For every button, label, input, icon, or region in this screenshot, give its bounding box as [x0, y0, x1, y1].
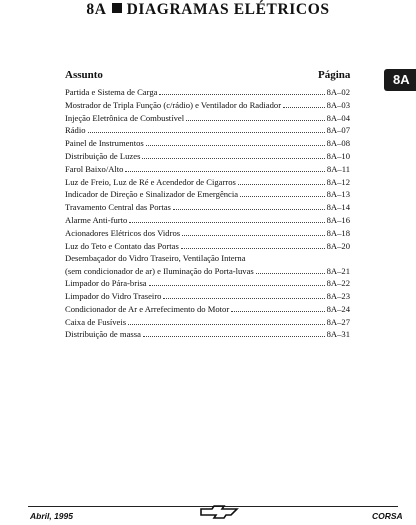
dot-leader — [149, 277, 325, 286]
dot-leader — [186, 112, 325, 121]
toc-entry-page: 8A–21 — [326, 265, 350, 276]
dot-leader — [129, 214, 324, 223]
table-of-contents — [65, 86, 350, 341]
toc-entry — [65, 99, 350, 112]
dot-leader — [238, 176, 325, 185]
toc-entry-label: Rádio — [65, 125, 86, 136]
page-title — [0, 1, 416, 19]
toc-entry-page: 8A–12 — [326, 176, 350, 187]
toc-entry-label: Partida e Sistema de Carga — [65, 87, 158, 97]
toc-entry-page: 8A–07 — [326, 125, 350, 136]
subject-header: Assunto — [65, 69, 103, 81]
toc-entry-label: Condicionador de Ar e Arrefecimento do Motor — [65, 303, 230, 314]
toc-entry-label: Luz do Teto e Contato das Portas — [65, 240, 179, 251]
toc-entry — [65, 328, 350, 341]
toc-entry — [65, 316, 350, 329]
toc-entry-label: Limpador do Pára-brisa — [65, 278, 147, 289]
dot-leader — [181, 240, 325, 249]
toc-entry-label: Indicador de Direção e Sinalizador de Emergência — [65, 189, 239, 200]
toc-entry-label-continued: (sem condicionador de ar) e Iluminação do Porta-luvas — [65, 265, 254, 276]
toc-entry-label: Farol Baixo/Alto — [65, 163, 124, 174]
dot-leader — [182, 227, 325, 236]
toc-entry-label: Luz de Freio, Luz de Ré e Acendedor de Cigarros — [65, 176, 236, 187]
toc-entry — [65, 176, 350, 189]
toc-entry-page: 8A–20 — [326, 240, 350, 251]
toc-entry-page: 8A–11 — [326, 163, 350, 174]
footer-model: CORSA — [372, 511, 403, 521]
dot-leader — [88, 124, 325, 133]
toc-entry-label: Distribuição de massa — [65, 329, 141, 340]
toc-entry-page: 8A–24 — [326, 303, 350, 314]
dot-leader — [125, 163, 324, 172]
dot-leader — [173, 201, 325, 210]
toc-entry — [65, 137, 350, 150]
dot-leader — [143, 328, 325, 337]
toc-entry-label: Travamento Central das Portas — [65, 202, 171, 213]
bowtie-logo-icon — [199, 503, 239, 521]
section-tab: 8A — [384, 69, 416, 91]
toc-entry — [65, 124, 350, 137]
toc-entry-page: 8A–31 — [326, 329, 350, 340]
dot-leader — [231, 303, 324, 312]
toc-entry — [65, 163, 350, 176]
toc-entry — [65, 240, 350, 253]
toc-entry — [65, 277, 350, 290]
toc-entry — [65, 303, 350, 316]
toc-entry-label: Acionadores Elétricos dos Vidros — [65, 227, 181, 238]
square-bullet-icon — [112, 3, 122, 13]
dot-leader — [256, 265, 325, 274]
dot-leader — [142, 150, 324, 159]
toc-entry-page: 8A–14 — [326, 202, 350, 213]
toc-entry-label: Painel de Instrumentos — [65, 138, 144, 149]
toc-entry — [65, 150, 350, 163]
dot-leader — [146, 137, 325, 146]
toc-entry-page: 8A–08 — [326, 138, 350, 149]
toc-entry — [65, 252, 350, 277]
toc-entry-label: Caixa de Fusíveis — [65, 316, 127, 327]
toc-entry — [65, 290, 350, 303]
toc-entry-label: Distribuição de Luzes — [65, 150, 141, 161]
dot-leader — [283, 99, 325, 108]
toc-entry-page: 8A–04 — [326, 112, 350, 123]
toc-entry — [65, 188, 350, 201]
toc-entry-page: 8A–23 — [326, 290, 350, 301]
toc-entry — [65, 227, 350, 240]
toc-entry-page: 8A–27 — [326, 316, 350, 327]
toc-entry-page: 8A–10 — [326, 150, 350, 161]
section-number: 8A — [86, 1, 107, 18]
toc-entry-page: 8A–16 — [326, 214, 350, 225]
toc-entry — [65, 86, 350, 99]
toc-entry-label: Alarme Anti-furto — [65, 214, 128, 225]
toc-entry-page: 8A–13 — [326, 189, 350, 200]
toc-entry-label: Limpador do Vidro Traseiro — [65, 290, 162, 301]
toc-entry-page: 8A–22 — [326, 278, 350, 289]
toc-entry — [65, 201, 350, 214]
toc-entry-page: 8A–02 — [326, 87, 350, 97]
dot-leader — [128, 316, 324, 325]
toc-entry-label: Mostrador de Tripla Função (c/rádio) e Ventilador do Radiador — [65, 99, 282, 110]
toc-entry-label: Desembaçador do Vidro Traseiro, Ventilação Interna — [65, 253, 246, 264]
page-header: Página — [318, 69, 351, 81]
toc-entry — [65, 214, 350, 227]
toc-entry-label: Injeção Eletrônica de Combustível — [65, 112, 185, 123]
section-title: DIAGRAMAS ELÉTRICOS — [126, 1, 330, 18]
toc-entry — [65, 112, 350, 125]
toc-entry-page: 8A–03 — [326, 99, 350, 110]
dot-leader — [163, 290, 324, 299]
footer-date: Abril, 1995 — [30, 511, 73, 521]
dot-leader — [240, 188, 325, 197]
dot-leader — [159, 86, 324, 95]
toc-entry-page: 8A–18 — [326, 227, 350, 238]
